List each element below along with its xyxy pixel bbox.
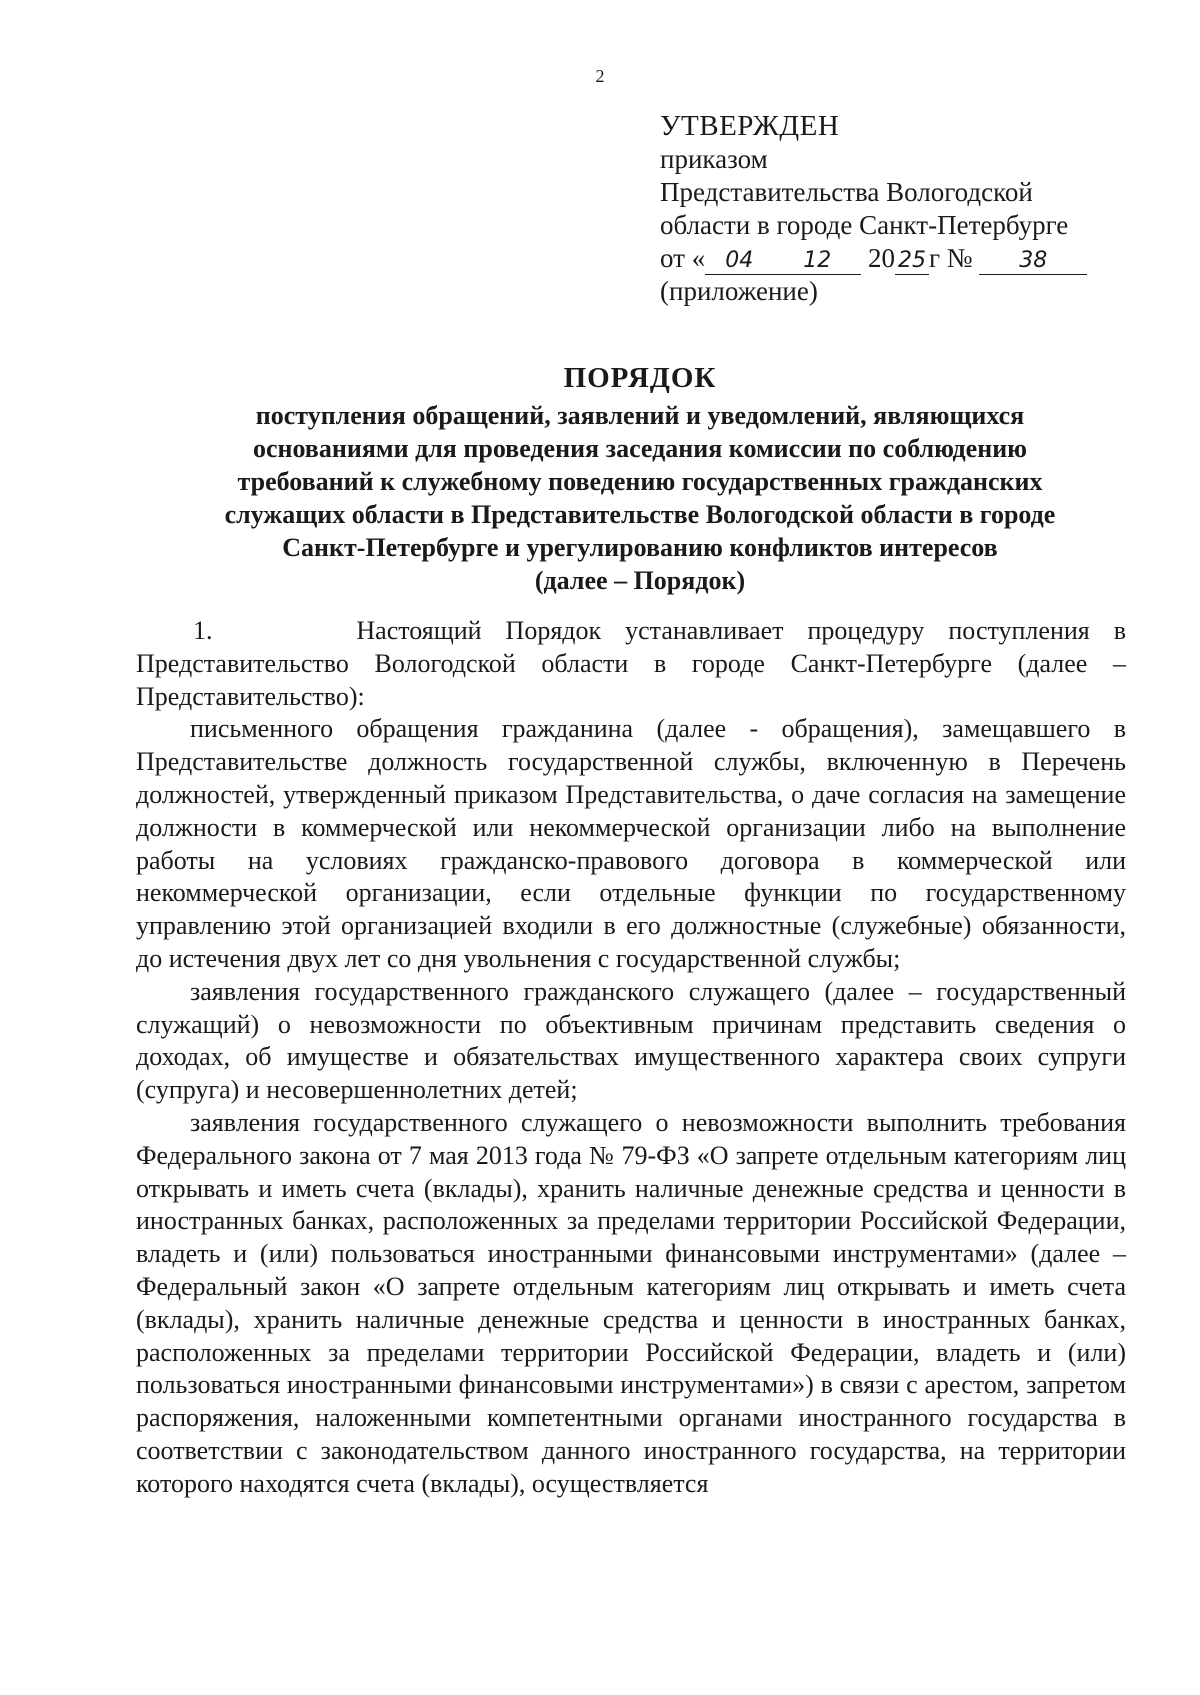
title-subtitle-line-6: (далее – Порядок) [534,566,746,595]
paragraph-citizen-appeal: письменного обращения гражданина (далее - обращения), замещавшего в Представительстве должность государственной службы, включенную в Перечень должностей, утвержденный приказом Представительства, о даче согласия на замещение должности в коммерческой или некоммерческой организации либо на выполнение работы на условиях гражданско-правового договора в коммерческой или некоммерческой организации, если отдельные функции по государственному управлению этой организацией входили в его должностные (служебные) обязанности, до истечения двух лет со дня увольнения с государственной службы; [136,714,1126,973]
approval-line-city: области в городе Санкт-Петербурге [660,210,1069,240]
approval-stamp-block [660,110,1087,308]
document-title: ПОРЯДОК [563,362,717,394]
paragraph-foreign-accounts: заявления государственного служащего о невозможности выполнить требования Федерального закона от 7 мая 2013 года № 79-ФЗ «О запрете отдельным категориям лиц открывать и иметь счета (вклады), хранить наличные денежные средства и ценности в иностранных банках, расположенных за пределами территории Российской Федерации, владеть и (или) пользоваться иностранными финансовыми инструментами» (далее – Федеральный закон «О запрете отдельным категориям лиц открывать и иметь счета (вклады), хранить наличные денежные средства и ценности в иностранных банках, расположенных за пределами территории Российской Федерации, владеть и (или) пользоваться иностранными финансовыми инструментами») в связи с арестом, запретом распоряжения, наложенными компетентными органами иностранного государства в соответствии с законодательством данного иностранного государства, на территории которого находятся счета (вклады), осуществляется [136,1107,1126,1498]
date-prefix: от « [660,243,706,273]
order-number-label: г № [928,243,973,273]
title-subtitle-line-2: основаниями для проведения заседания комиссии по соблюдению [252,434,1028,463]
paragraph-income-statement: заявления государственного гражданского служащего (далее – государственный служащий) о невозможности по объективным причинам представить сведения о доходах, об имуществе и обязательствах имущественного характера своих супруги (супруга) и несовершеннолетних детей; [136,976,1126,1105]
title-subtitle-line-3: требований к служебному поведению государственных гражданских [237,467,1043,496]
approval-line-order: приказом [660,144,768,174]
title-subtitle-line-1: поступления обращений, заявлений и уведомлений, являющихся [255,401,1025,430]
handwritten-order-number: 38 [979,248,1087,275]
handwritten-month: 12 [773,248,861,275]
approval-line-office: Представительства Вологодской [660,177,1033,207]
document-title-block [140,362,1140,597]
approval-appendix: (приложение) [660,276,818,306]
date-year-prefix: 20 [867,243,895,273]
document-body [136,615,1133,1501]
handwritten-day: 04 [705,248,773,275]
handwritten-year: 25 [895,248,929,275]
title-subtitle-line-5: Санкт-Петербурге и урегулированию конфликтов интересов [282,533,998,562]
page-number: 2 [595,66,605,86]
approval-heading: УТВЕРЖДЕН [660,110,840,142]
title-subtitle-line-4: служащих области в Представительстве Вологодской области в городе [224,500,1056,529]
approval-date-line [660,242,1087,275]
paragraph-1: 1. Настоящий Порядок устанавливает процедуру поступления в Представительство Вологодской области в городе Санкт-Петербурге (далее – Представительство): [136,616,1133,711]
